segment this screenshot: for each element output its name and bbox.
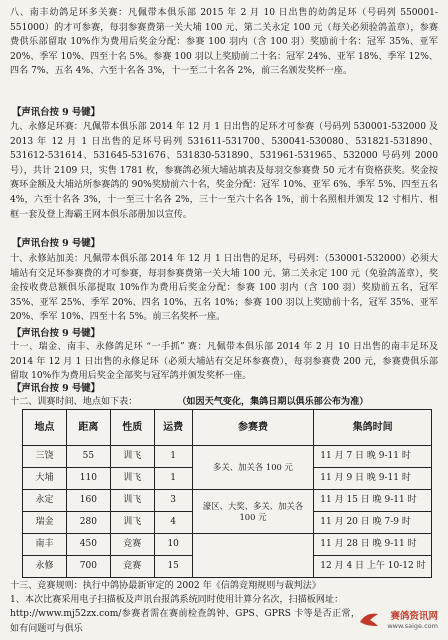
cell-place: 永定 xyxy=(23,490,67,512)
cell-type: 训飞 xyxy=(110,490,154,512)
section-8-paragraph: 八、南丰幼鸽足环多关赛：凡佩带本俱乐部 2015 年 2 月 10 日出售的幼鸽足环（号码列 550001-551000）的才可参赛，每羽参赛费第一关大埔 100 元、第二关永定 100 元（每关必须验鸽盖章），参赛费供乐部留取 10%作为费用后奖金分配：参赛 100 羽内（含 100 羽）奖励前十名：冠军 35%、亚军 20%、季军 10%、四至十名 5%。参赛 100 羽以上奖励前二十名：冠军 24%、亚军 18%、季军 12%、四名 7%、五名 4%、六至十名各 3%，十一至二十名各 2%，前三名颁发奖杯一座。 xyxy=(10,8,438,77)
cell-freight: 1 xyxy=(154,468,192,490)
cell-freight: 4 xyxy=(154,512,192,534)
cell-place: 大埔 xyxy=(23,468,67,490)
cell-type: 训飞 xyxy=(110,446,154,468)
cell-distance: 700 xyxy=(66,556,110,578)
cell-time: 11 月 7 日 晚 9-11 时 xyxy=(314,446,432,468)
cell-time: 12 月 4 日 上午 10-12 时 xyxy=(314,556,432,578)
cell-place: 南丰 xyxy=(23,534,67,556)
table-header-row xyxy=(23,410,432,446)
section-9-hotline-hint: 【声讯台按 9 号键】 xyxy=(12,238,101,249)
site-watermark xyxy=(356,606,442,636)
cell-place: 三饶 xyxy=(23,446,67,468)
column-header-freight: 运费 xyxy=(154,410,192,446)
cell-distance: 280 xyxy=(66,512,110,534)
cell-freight: 10 xyxy=(154,534,192,556)
cell-time: 11 月 9 日 晚 9-11 时 xyxy=(314,468,432,490)
section-12-heading xyxy=(10,395,368,409)
table-row xyxy=(23,534,432,556)
column-header-distance: 距离 xyxy=(66,410,110,446)
section-11-hotline-hint: 【声讯台按 9 号键】 xyxy=(12,383,101,394)
section-9-paragraph: 九、永修足环赛：凡佩带本俱乐部 2014 年 12 月 1 日出售的足环才可参赛（号码列 530001-532000 及 2013 年 12 月 1 日出售的足环号码列 531611-531700、530041-530080、531821-531890、531612-531614、531645-531676、531830-531890、531961-531965、532000 号码列 2000 号），共计 2109 只，实售 1781 枚，参赛鸽必须大埔站填表及每羽交参赛费 50 元才有资格获奖。奖金按赛环金额及大埔站所参赛鸽的 90%奖励前六十名，奖金分配：冠军 10%、亚军 6%、季军 5%、四至五名 4%，六至十名各 3%，十一至三十名各 2%，三十一至六十名各 1%，前十名照相并颁发 12 寸相片、相框一套及登上海霸王网本俱乐部册加以宣传。 xyxy=(10,122,438,220)
column-header-type: 性质 xyxy=(110,410,154,446)
schedule-note: （如因天气变化，集鸽日期以俱乐部公布为准） xyxy=(177,396,369,407)
cell-place: 永修 xyxy=(23,556,67,578)
cell-distance: 160 xyxy=(66,490,110,512)
section-13-heading: 十三、竞赛规则：执行中鸽协最新审定的 2002 年《信鸽竞翔规则与裁判法》 xyxy=(10,581,321,591)
cell-type: 训飞 xyxy=(110,512,154,534)
section-13-line-1: 1、本次比赛采用电子扫描板及声讯台报鸽系统同时使用计算分名次，扫描板网址： xyxy=(10,595,344,605)
cell-freight: 3 xyxy=(154,490,192,512)
watermark-url: www.saige.com xyxy=(387,622,438,630)
cell-entry-fee: 濠区、大奖、多关、加关各 100 元 xyxy=(192,490,314,534)
training-schedule-table xyxy=(22,409,432,578)
column-header-entry-fee: 参赛费 xyxy=(192,410,314,446)
table-row xyxy=(23,446,432,468)
cell-entry-fee xyxy=(192,534,314,578)
schedule-heading: 十二、训赛时间、地点如下表： xyxy=(10,397,138,407)
cell-entry-fee: 多关、加关各 100 元 xyxy=(192,446,314,490)
section-13-line-2: http://www.mj52zx.com/参赛者需在赛前检查鸽钟、GPS、GPRS 卡等是否正常，如有问题可与俱乐 xyxy=(10,609,360,634)
cell-time: 11 月 20 日 晚 7-9 时 xyxy=(314,512,432,534)
watermark-name: 赛鸽资讯网 xyxy=(390,611,438,622)
cell-place: 瑞金 xyxy=(23,512,67,534)
cell-freight: 1 xyxy=(154,446,192,468)
cell-freight: 15 xyxy=(154,556,192,578)
cell-distance: 55 xyxy=(66,446,110,468)
column-header-place: 地点 xyxy=(23,410,67,446)
section-11-paragraph: 十一、瑞金、南丰、永修鸽足环 “一手抓” 赛：凡佩带本俱乐部 2014 年 2 月 10 日出售的南丰足环及 2014 年 12 月 1 日出售的永修足环（必须大埔站有交足环参赛费），每羽参赛费 200 元，参赛费俱乐部留取 10%作为费用后奖金全部奖与冠军鸽并颁发奖杯一座。 xyxy=(10,342,438,382)
section-10-paragraph: 十、永修站加美：凡佩带本俱乐部 2014 年 12 月 1 日出售的足环，号码列：（530001-532000）必须大埔站有交足环参赛费的才可参赛，每羽参赛费第一关大埔 100 元、第二关永定 100 元（免验鸽盖章），奖金按收费总额俱乐部提取 10%作为费用后奖金分配：参赛 100 羽内（含 100 羽）奖励前五名，冠军 35%、亚军 25%、季军 20%、四名 10%、五名 10%；参赛 100 羽以上奖励前十名，冠军 35%、亚军 20%、季军 10%、四至十名 5%。前三名奖杯一座。 xyxy=(10,254,438,323)
pigeon-logo-icon xyxy=(358,610,380,630)
section-10-hotline-hint: 【声讯台按 9 号键】 xyxy=(12,328,101,339)
section-8-hotline-hint: 【声讯台按 9 号键】 xyxy=(12,107,101,118)
cell-time: 11 月 28 日 晚 9-11 时 xyxy=(314,534,432,556)
cell-type: 竞赛 xyxy=(110,534,154,556)
table-row xyxy=(23,490,432,512)
cell-distance: 110 xyxy=(66,468,110,490)
cell-type: 训飞 xyxy=(110,468,154,490)
column-header-collection-time: 集鸽时间 xyxy=(314,410,432,446)
cell-type: 竞赛 xyxy=(110,556,154,578)
cell-distance: 450 xyxy=(66,534,110,556)
cell-time: 11 月 15 日 晚 9-11 时 xyxy=(314,490,432,512)
